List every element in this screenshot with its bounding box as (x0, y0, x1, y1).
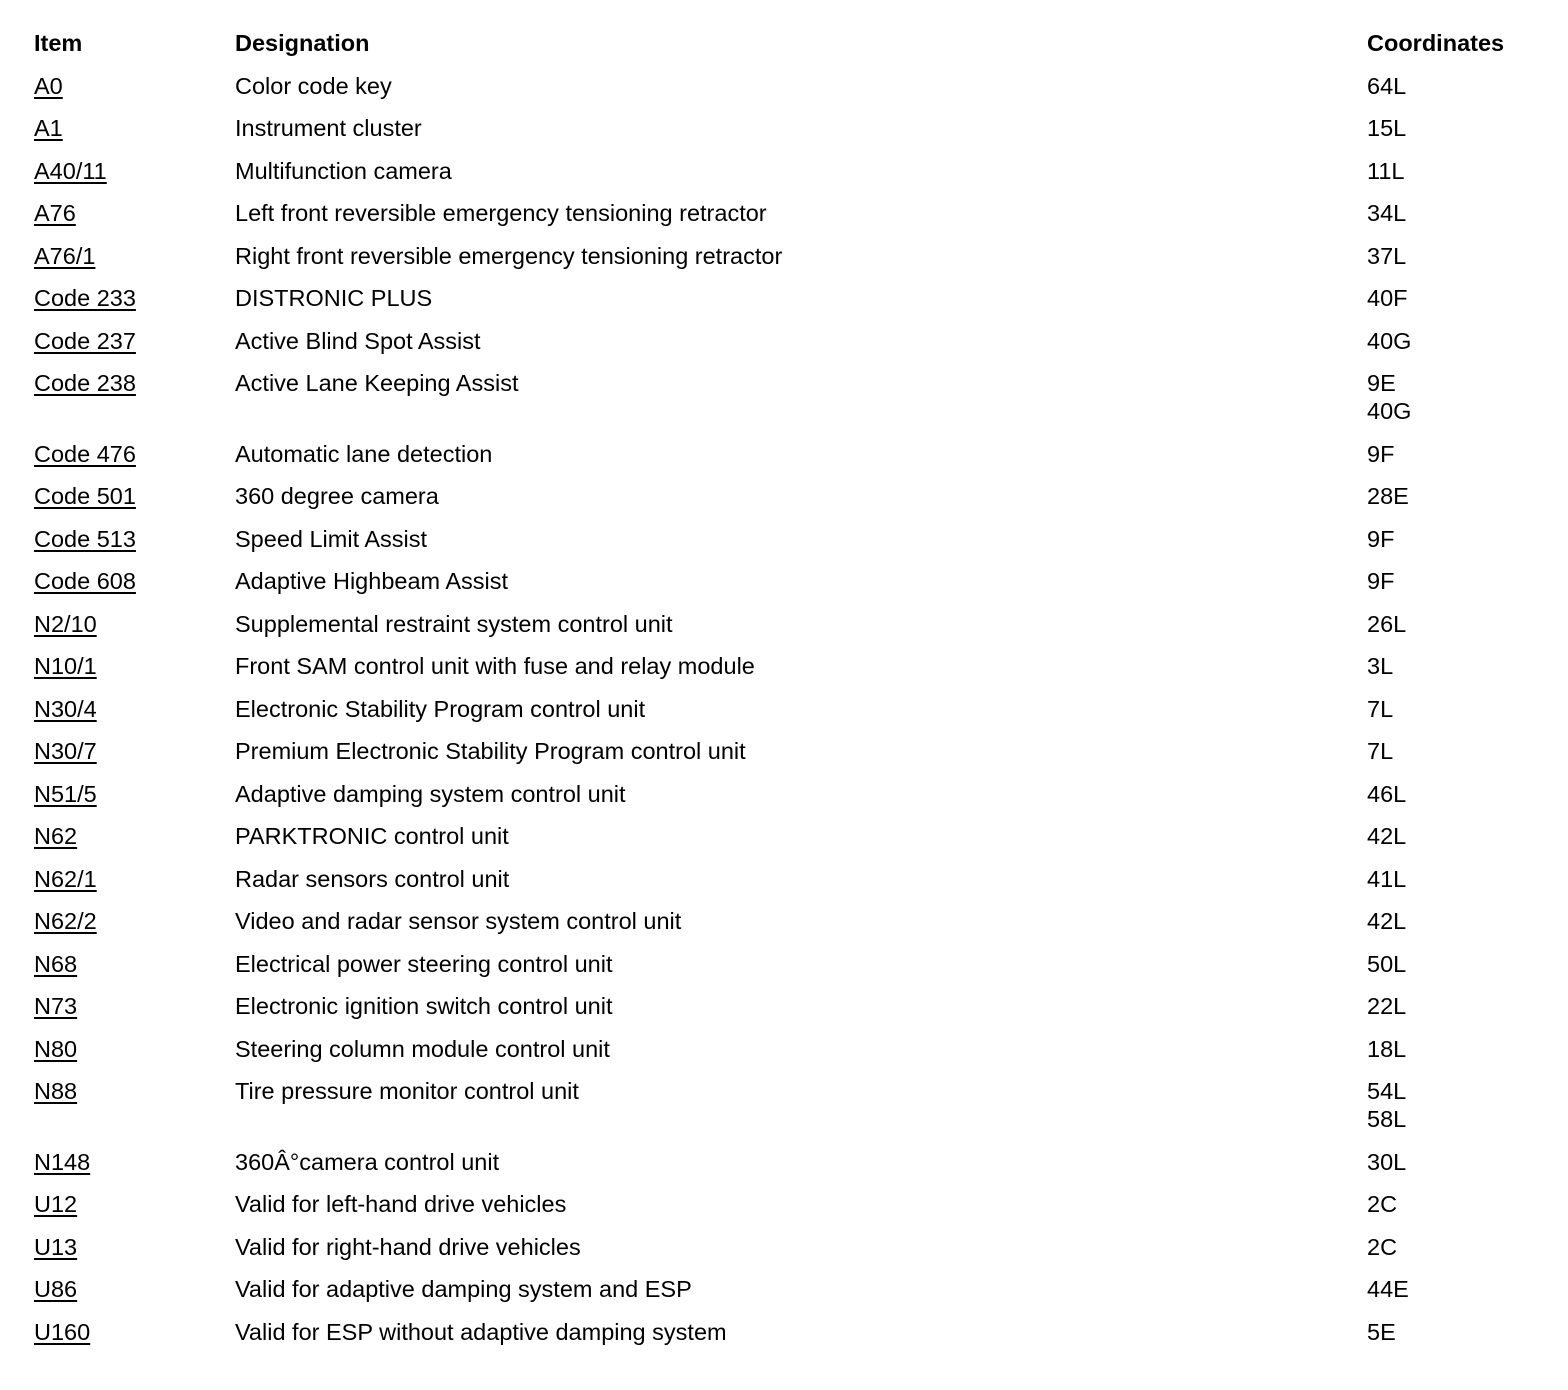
coordinates-cell (1367, 950, 1534, 978)
table-row (34, 1230, 1534, 1273)
item-cell (34, 114, 235, 142)
designation-cell: Right front reversible emergency tensioning retractor (235, 242, 783, 269)
coordinate-value: 37L (1367, 242, 1407, 269)
item-cell (34, 737, 235, 765)
coordinate-value: 26L (1367, 610, 1407, 637)
item-cell (34, 992, 235, 1020)
designation-cell: Electronic Stability Program control unit (235, 695, 646, 722)
item-link[interactable]: U86 (34, 1276, 78, 1302)
coordinates-cell (1367, 114, 1534, 142)
item-link[interactable]: N68 (34, 950, 78, 977)
designation-cell: 360Â°camera control unit (235, 1148, 500, 1175)
coordinates-cell (1367, 1035, 1534, 1063)
table-row (34, 1145, 1534, 1188)
coordinate-value: 22L (1367, 993, 1407, 1019)
item-cell (34, 652, 235, 680)
coordinate-value: 3L (1367, 653, 1394, 679)
table-row (34, 734, 1534, 777)
component-legend-table (34, 26, 1534, 1357)
item-link[interactable]: N73 (34, 993, 78, 1019)
coordinate-value: 40G (1367, 327, 1412, 354)
item-cell (34, 1035, 235, 1063)
coordinate-value: 15L (1367, 115, 1407, 141)
coordinates-cell (1367, 199, 1534, 227)
coordinates-cell (1367, 1233, 1534, 1261)
item-link[interactable]: A1 (34, 115, 63, 141)
coordinates-cell (1367, 695, 1534, 723)
table-row (34, 1272, 1534, 1315)
coordinate-value: 30L (1367, 1148, 1407, 1175)
item-cell (34, 1190, 235, 1218)
coordinate-value: 9F (1367, 525, 1395, 552)
coordinates-cell (1367, 157, 1534, 185)
table-row (34, 1187, 1534, 1230)
table-row (34, 1032, 1534, 1075)
item-link[interactable]: Code 233 (34, 285, 136, 311)
item-link[interactable]: N10/1 (34, 653, 97, 679)
coordinates-cell (1367, 440, 1534, 468)
item-link[interactable]: N88 (34, 1078, 78, 1104)
coordinate-value: 5E (1367, 1318, 1396, 1345)
designation-cell: Steering column module control unit (235, 1035, 610, 1062)
coordinate-value: 9F (1367, 568, 1395, 594)
table-row (34, 522, 1534, 565)
table-row (34, 989, 1534, 1032)
coordinate-value: 40G (1367, 398, 1412, 424)
item-cell (34, 327, 235, 355)
item-link[interactable]: Code 476 (34, 440, 136, 467)
designation-cell: Instrument cluster (235, 115, 422, 141)
table-header-row (34, 26, 1534, 69)
table-row (34, 111, 1534, 154)
item-cell (34, 950, 235, 978)
table-row (34, 819, 1534, 862)
table-row (34, 366, 1534, 437)
designation-cell: Valid for right-hand drive vehicles (235, 1233, 581, 1260)
item-cell (34, 482, 235, 510)
table-row (34, 69, 1534, 112)
coordinate-value: 46L (1367, 780, 1407, 807)
item-link[interactable]: A76/1 (34, 242, 96, 269)
coordinates-cell (1367, 482, 1534, 510)
coordinate-value: 7L (1367, 738, 1394, 764)
coordinate-value: 9F (1367, 440, 1395, 467)
designation-cell: PARKTRONIC control unit (235, 823, 509, 849)
coordinates-cell (1367, 1190, 1534, 1218)
coordinates-cell (1367, 780, 1534, 808)
coordinate-value: 18L (1367, 1035, 1407, 1062)
designation-cell: Active Lane Keeping Assist (235, 370, 519, 396)
item-cell (34, 199, 235, 227)
table-body (34, 69, 1534, 1358)
coordinate-value: 58L (1367, 1106, 1407, 1132)
item-link[interactable]: Code 513 (34, 525, 136, 552)
coordinate-value: 34L (1367, 200, 1407, 226)
header-item: Item (34, 30, 83, 56)
coordinate-value: 2C (1367, 1233, 1398, 1260)
item-link[interactable]: N51/5 (34, 780, 97, 807)
designation-cell: Tire pressure monitor control unit (235, 1078, 579, 1104)
item-link[interactable]: U160 (34, 1318, 91, 1345)
designation-cell: Video and radar sensor system control unit (235, 908, 682, 934)
designation-cell: Front SAM control unit with fuse and relay module (235, 653, 755, 679)
item-cell (34, 284, 235, 312)
coordinate-value: 7L (1367, 695, 1394, 722)
table-row (34, 479, 1534, 522)
coordinates-cell (1367, 822, 1534, 850)
header-coordinates: Coordinates (1367, 30, 1505, 56)
designation-cell: DISTRONIC PLUS (235, 285, 433, 311)
designation-cell: Active Blind Spot Assist (235, 327, 481, 354)
item-link[interactable]: U12 (34, 1191, 78, 1217)
designation-cell: Electronic ignition switch control unit (235, 993, 613, 1019)
item-cell (34, 72, 235, 100)
coordinates-cell (1367, 567, 1534, 595)
item-link[interactable]: Code 237 (34, 327, 136, 354)
item-cell (34, 1077, 235, 1133)
item-link[interactable]: Code 608 (34, 568, 136, 594)
coordinates-cell (1367, 737, 1534, 765)
designation-cell: Adaptive Highbeam Assist (235, 568, 509, 594)
item-link[interactable]: N30/7 (34, 738, 97, 764)
table-row (34, 607, 1534, 650)
item-cell (34, 440, 235, 468)
coordinate-value: 42L (1367, 823, 1407, 849)
table-row (34, 692, 1534, 735)
designation-cell: Left front reversible emergency tensioning retractor (235, 200, 767, 226)
designation-cell: Adaptive damping system control unit (235, 780, 626, 807)
item-cell (34, 525, 235, 553)
item-cell (34, 1275, 235, 1303)
coordinates-cell (1367, 242, 1534, 270)
coordinates-cell (1367, 1077, 1534, 1133)
designation-cell: Valid for left-hand drive vehicles (235, 1191, 567, 1217)
item-cell (34, 610, 235, 638)
designation-cell: Multifunction camera (235, 157, 452, 184)
item-link[interactable]: N62/2 (34, 908, 97, 934)
coordinate-value: 64L (1367, 72, 1407, 99)
item-link[interactable]: Code 501 (34, 483, 136, 509)
item-link[interactable]: N148 (34, 1148, 91, 1175)
coordinates-cell (1367, 327, 1534, 355)
coordinates-cell (1367, 992, 1534, 1020)
item-link[interactable]: U13 (34, 1233, 78, 1260)
designation-cell: Valid for adaptive damping system and ESP (235, 1276, 692, 1302)
item-cell (34, 567, 235, 595)
coordinate-value: 50L (1367, 950, 1407, 977)
coordinate-value: 42L (1367, 908, 1407, 934)
item-link[interactable]: N30/4 (34, 695, 97, 722)
coordinates-cell (1367, 610, 1534, 638)
designation-cell: Radar sensors control unit (235, 865, 510, 892)
coordinate-value: 11L (1367, 157, 1405, 184)
item-link[interactable]: N2/10 (34, 610, 97, 637)
item-cell (34, 865, 235, 893)
coordinates-cell (1367, 865, 1534, 893)
item-link[interactable]: N80 (34, 1035, 78, 1062)
item-link[interactable]: N62 (34, 823, 78, 849)
table-row (34, 196, 1534, 239)
coordinates-cell (1367, 72, 1534, 100)
designation-cell: Electrical power steering control unit (235, 950, 613, 977)
table-row (34, 564, 1534, 607)
item-cell (34, 780, 235, 808)
table-row (34, 154, 1534, 197)
coordinate-value: 28E (1367, 483, 1409, 509)
table-row (34, 239, 1534, 282)
coordinates-cell (1367, 652, 1534, 680)
table-row (34, 1315, 1534, 1358)
designation-cell: 360 degree camera (235, 483, 439, 509)
item-cell (34, 1318, 235, 1346)
coordinate-value: 2C (1367, 1191, 1398, 1217)
item-link[interactable]: A40/11 (34, 157, 107, 184)
coordinates-cell (1367, 525, 1534, 553)
coordinates-cell (1367, 907, 1534, 935)
table-row (34, 437, 1534, 480)
item-cell (34, 695, 235, 723)
coordinate-value: 44E (1367, 1276, 1409, 1302)
table-row (34, 777, 1534, 820)
table-row (34, 324, 1534, 367)
header-designation: Designation (235, 30, 370, 56)
designation-cell: Automatic lane detection (235, 440, 493, 467)
coordinates-cell (1367, 369, 1534, 425)
item-link[interactable]: A0 (34, 72, 63, 99)
item-cell (34, 822, 235, 850)
coordinates-cell (1367, 1275, 1534, 1303)
coordinate-value: 9E (1367, 370, 1396, 396)
table-row (34, 281, 1534, 324)
coordinate-value: 54L (1367, 1078, 1407, 1104)
coordinates-cell (1367, 1318, 1534, 1346)
table-row (34, 904, 1534, 947)
table-row (34, 649, 1534, 692)
designation-cell: Valid for ESP without adaptive damping system (235, 1318, 727, 1345)
coordinate-value: 41L (1367, 865, 1407, 892)
coordinates-cell (1367, 284, 1534, 312)
designation-cell: Premium Electronic Stability Program control unit (235, 738, 746, 764)
coordinate-value: 40F (1367, 285, 1408, 311)
designation-cell: Supplemental restraint system control unit (235, 610, 673, 637)
coordinates-cell (1367, 1148, 1534, 1176)
designation-cell: Speed Limit Assist (235, 525, 428, 552)
item-cell (34, 242, 235, 270)
table-row (34, 862, 1534, 905)
item-cell (34, 369, 235, 425)
item-cell (34, 1233, 235, 1261)
item-cell (34, 157, 235, 185)
item-link[interactable]: A76 (34, 200, 76, 226)
item-link[interactable]: Code 238 (34, 370, 136, 396)
item-cell (34, 907, 235, 935)
table-row (34, 1074, 1534, 1145)
table-row (34, 947, 1534, 990)
designation-cell: Color code key (235, 72, 392, 99)
item-link[interactable]: N62/1 (34, 865, 97, 892)
item-cell (34, 1148, 235, 1176)
